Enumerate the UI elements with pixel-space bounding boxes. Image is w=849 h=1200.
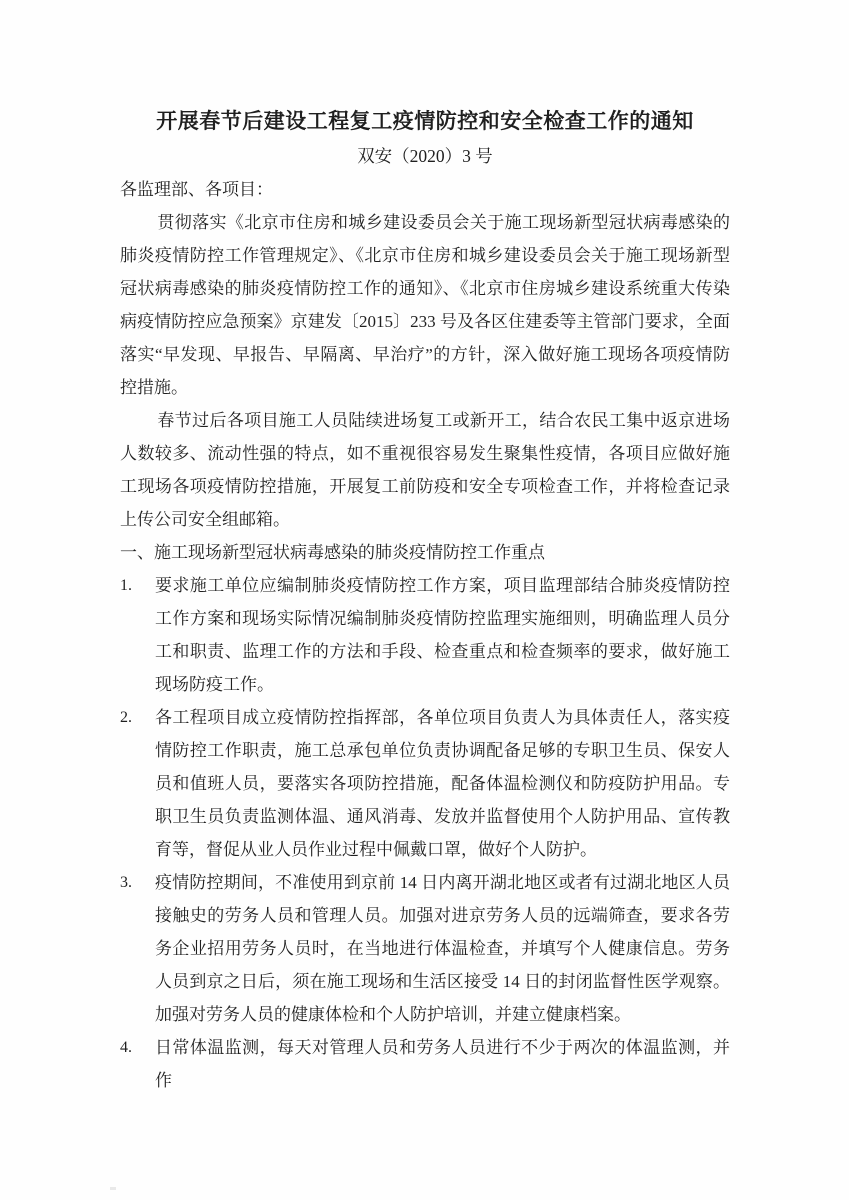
list-item-number: 4.: [120, 1039, 132, 1056]
list-item-text: 要求施工单位应编制肺炎疫情防控工作方案，项目监理部结合肺炎疫情防控工作方案和现场实际情况编制肺炎疫情防控监理实施细则，明确监理人员分工和职责、监理工作的方法和手段、检查重点和检查频率的要求，做好施工现场防疫工作。: [155, 576, 730, 694]
numbered-list: [120, 569, 730, 1097]
body-paragraph-2: 春节过后各项目施工人员陆续进场复工或新开工，结合农民工集中返京进场人数较多、流动性强的特点，如不重视很容易发生聚集性疫情，各项目应做好施工现场各项疫情防控措施，开展复工前防疫和安全专项检查工作，并将检查记录上传公司安全组邮箱。: [120, 411, 730, 529]
list-item: [120, 701, 730, 866]
list-item-text: 疫情防控期间，不准使用到京前 14 日内离开湖北地区或者有过湖北地区人员接触史的劳务人员和管理人员。加强对进京劳务人员的远端筛查，要求各劳务企业招用劳务人员时，在当地进行体温检查，并填写个人健康信息。劳务人员到京之日后，须在施工现场和生活区接受 14 日的封闭监督性医学观察。加强对劳务人员的健康体检和个人防护培训，并建立健康档案。: [155, 873, 730, 1024]
list-item: [120, 569, 730, 701]
list-item-text: 日常体温监测，每天对管理人员和劳务人员进行不少于两次的体温监测，并作: [155, 1038, 730, 1090]
body-paragraph-1: 贯彻落实《北京市住房和城乡建设委员会关于施工现场新型冠状病毒感染的肺炎疫情防控工作管理规定》、《北京市住房和城乡建设委员会关于施工现场新型冠状病毒感染的肺炎疫情防控工作的通知》、《北京市住房城乡建设系统重大传染病疫情防控应急预案》京建发〔2015〕233 号及各区住建委等主管部门要求，全面落实“早发现、早报告、早隔离、早治疗”的方针，深入做好施工现场各项疫情防控措施。: [120, 213, 730, 397]
list-item-number: 1.: [120, 577, 132, 594]
list-item-number: 2.: [120, 709, 132, 726]
document-number: 双安（2020）3 号: [357, 146, 493, 166]
salutation: 各监理部、各项目：: [120, 180, 273, 199]
section-heading-1: 一、施工现场新型冠状病毒感染的肺炎疫情防控工作重点: [120, 543, 545, 562]
list-item-number: 3.: [120, 874, 132, 891]
scan-noise-mark: [110, 1187, 116, 1190]
list-item: [120, 866, 730, 1031]
document-title: 开展春节后建设工程复工疫情防控和安全检查工作的通知: [156, 110, 694, 133]
list-item: [120, 1031, 730, 1097]
list-item-text: 各工程项目成立疫情防控指挥部，各单位项目负责人为具体责任人，落实疫情防控工作职责，施工总承包单位负责协调配备足够的专职卫生员、保安人员和值班人员，要落实各项防控措施，配备体温检测仪和防疫防护用品。专职卫生员负责监测体温、通风消毒、发放并监督使用个人防护用品、宣传教育等，督促从业人员作业过程中佩戴口罩，做好个人防护。: [155, 708, 730, 859]
